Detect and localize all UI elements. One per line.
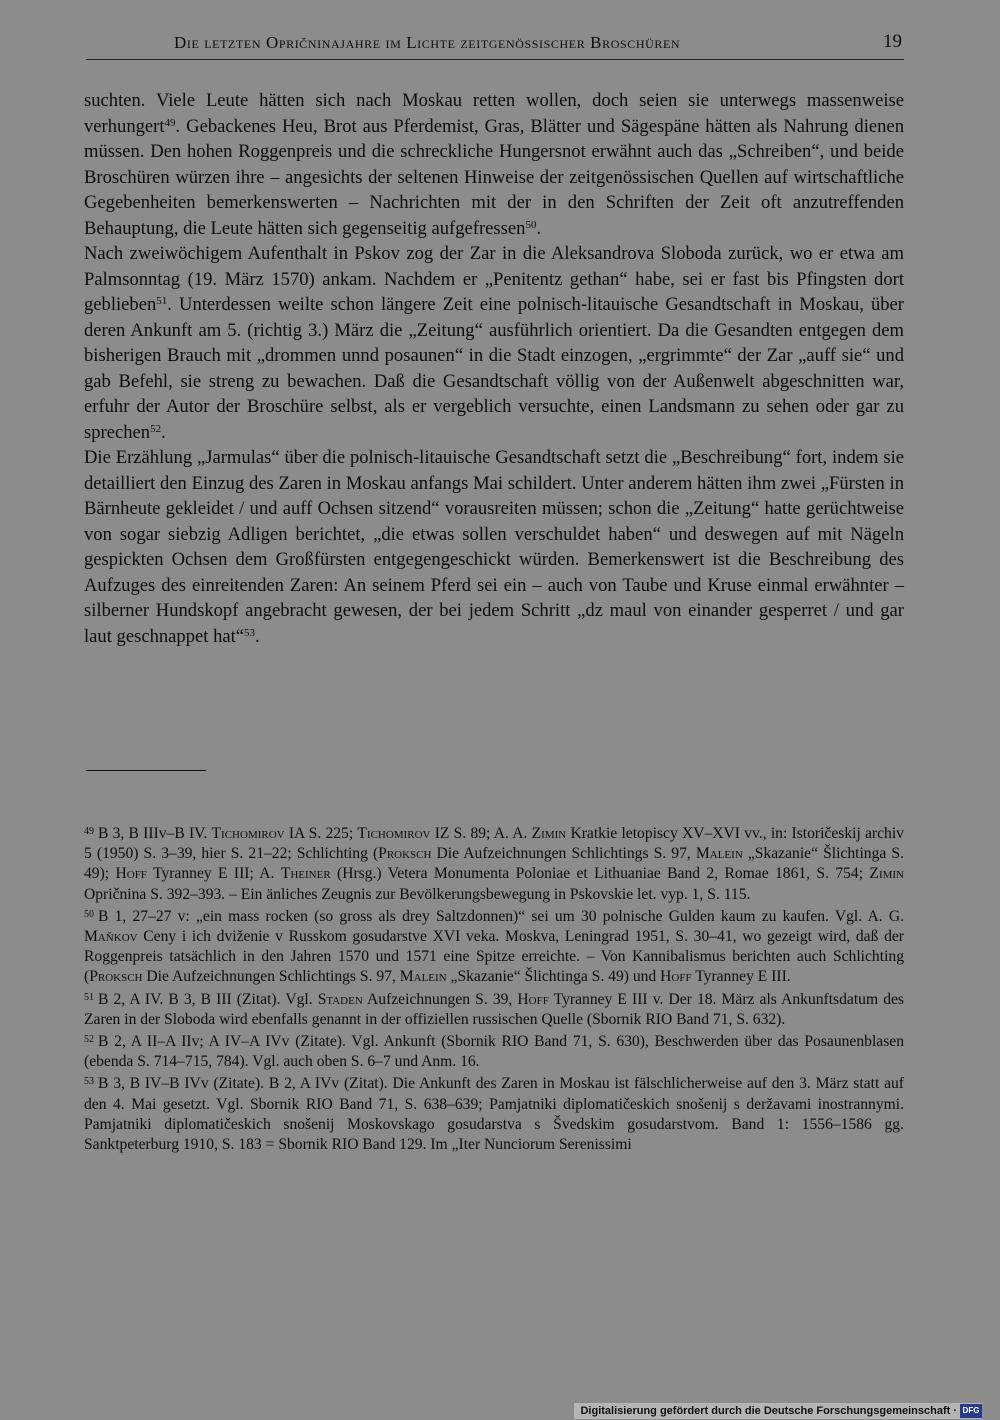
running-title: Die letzten Opričninajahre im Lichte zeitgenössischer Broschüren	[174, 33, 681, 52]
text-run: B 3, B IIIv–B IV.	[98, 825, 212, 842]
text-run: Aufzeichnungen S. 39,	[362, 990, 518, 1008]
text-run: Die Erzählung „Jarmulas“ über die polnisch-litauische Gesandtschaft setzt die „Beschreibung“ fort, indem sie detailliert den Einzug des Zaren in Moskau anfangs Mai schildert. Unter anderem hätten ihm zwei „Fürsten in Bärnheute gekleidet / und auff Ochsen sitzend“ vorausreiten müssen; schon die „Zeitung“ hatte gerüchtweise von sogar siebzig Adligen berichtet, „die etwas sollen verschuldet haben“ und deswegen auf mit Nägeln gespickten Ochsen dem Großfürsten entgegengeschickt würden. Bemerkenswert ist die Beschreibung des Aufzuges des einreitenden Zaren: An seinem Pferd sei ein – auch von Taube und Kruse einmal erwähnter – silberner Hundskopf angebracht gewesen, der bei jedem Schritt „dz maul von einander gesperret / und gar laut geschnappet hat“	[84, 447, 904, 647]
author-name: Malein	[399, 968, 447, 986]
text-run: Die Aufzeichnungen Schlichtings S. 97,	[142, 968, 400, 986]
page-header	[86, 33, 904, 60]
paragraph-1	[84, 88, 904, 241]
footnote-50	[84, 905, 904, 988]
text-run: Tyranney E III; A.	[146, 865, 281, 883]
author-name: Maňkov	[84, 928, 138, 946]
author-name: Zimin	[531, 825, 567, 842]
text-run: Ceny i ich dviženie v Russkom gosudarstve XVI veka. Moskva, Leningrad 1951, S. 30–41, wo gezeigt wird, daß der Roggenpreis tatsächlich in den Jahren 1570 und 1571 eine Spitze erreichte. – Von Kannibalismus berichten auch Schlichting (	[84, 928, 904, 986]
text-run: B 2, A II–A IIv; A IV–A IVv (Zitate). Vgl. Ankunft (Sbornik RIO Band 71, S. 630), Beschwerden über das Posaunenblasen (ebenda S. 714–715, 784). Vgl. auch oben S. 6–7 und Anm. 16.	[84, 1033, 904, 1071]
text-run: . Unterdessen weilte schon längere Zeit eine polnisch-litauische Gesandtschaft in Moskau, über deren Ankunft am 5. (richtig 3.) März die „Zeitung“ ausführlich orientiert. Da die Gesandten entgegen dem bisherigen Brauch mit „drommen unnd posaunen“ in die Stadt einzogen, „ergrimmte“ der Zar „auff sie“ und gab Befehl, sie streng zu bewachen. Daß die Gesandtschaft völlig von der Außenwelt abgeschnitten war, erfuhr der Autor der Broschüre selbst, als er vergeblich versuchte, einen Landsmann zu sehen oder gar zu sprechen	[84, 294, 904, 443]
footnote-ref: 50	[525, 218, 537, 231]
footnote-53	[84, 1072, 904, 1155]
text-run: . Gebackenes Heu, Brot aus Pferdemist, Gras, Blätter und Sägespäne hätten als Nahrung dienen müssen. Den hohen Roggenpreis und die schreckliche Hungersnot erwähnt auch das „Schreiben“, und beide Broschüren würzen ihre – angesichts der seltenen Hinweise der zeitgenössischen Quellen auf wirtschaftliche Gegebenheiten bemerkenswerten – Nachrichten mit der in den Schriften der Zeit oft anzutreffenden Behauptung, die Leute hätten sich gegenseitig aufgefressen	[84, 115, 904, 239]
author-name: Malein	[695, 845, 743, 863]
footnote-ref: 53	[244, 626, 256, 639]
footnote-number: 49	[84, 826, 94, 837]
footnote-ref: 51	[156, 295, 168, 307]
page-number: 19	[883, 31, 902, 52]
text-run: B 3, B IV–B IVv (Zitate). B 2, A IVv (Zitat). Die Ankunft des Zaren in Moskau ist fälschlicherweise auf den 3. März statt auf den 4. Mai gesetzt. Vgl. Sbornik RIO Band 71, S. 638–639; Pamjatniki diplomatičeskich snošenij s deržavami inostrannymi. Pamjatniki diplomatičeskich snošenij Moskovskago gosudarstva s Švedskim gosudarstvom. Band 1: 1556–1586 gg. Sanktpeterburg 1910, S. 183 = Sbornik RIO Band 129. Im „Iter Nunciorum Serenissimi	[84, 1075, 904, 1154]
text-run: suchten. Viele Leute hätten sich nach Moskau retten wollen, doch seien sie unterwegs massenweise verhungert	[84, 90, 904, 137]
footnote-number: 52	[84, 1034, 94, 1046]
footnote-number: 51	[84, 991, 94, 1003]
text-run: .	[536, 217, 542, 239]
text-run: (Hrsg.) Vetera Monumenta Poloniae et Lithuaniae Band 2, Romae 1861, S. 754;	[330, 865, 870, 883]
main-text	[84, 88, 904, 649]
paragraph-3	[84, 445, 904, 649]
text-run: B 2, A IV. B 3, B III (Zitat). Vgl.	[98, 990, 318, 1008]
footnote-number: 50	[84, 908, 94, 920]
author-name: Tichomirov	[211, 825, 285, 842]
author-name: Theiner	[280, 865, 331, 883]
text-run: Tyranney E III v. Der 18. März als Ankunftsdatum des Zaren in der Sloboda wird ebenfalls genannt in der offiziellen russischen Quelle (Sbornik RIO Band 71, S. 632).	[84, 990, 904, 1028]
author-name: Proksch	[89, 968, 143, 986]
footnote-49	[84, 822, 904, 905]
footnote-ref: 49	[164, 116, 176, 129]
text-run: „Skazanie“ Šlichtinga S. 49) und	[446, 968, 661, 986]
text-run: Nach zweiwöchigem Aufenthalt in Pskov zog der Zar in die Aleksandrova Sloboda zurück, wo er etwa am Palmsonntag (19. März 1570) ankam. Nachdem er „Penitentz gethan“ habe, sei er fast bis Pfingsten dort geblieben	[84, 243, 904, 315]
footnote-52	[84, 1030, 904, 1072]
author-name: Zimin	[869, 865, 904, 883]
text-run: Kratkie letopiscy XV–XVI vv., in: Istoričeskij archiv 5 (1950) S. 3–39, hier S. 21–22; Schlichting (	[84, 825, 904, 863]
text-run: Tyranney E III.	[691, 968, 791, 986]
text-run: .	[161, 421, 166, 443]
text-run: B 1, 27–27 v: „ein mass rocken (so gross als drey Saltzdonnen)“ sei um 30 polnische Gulden kaum zu kaufen. Vgl. A. G.	[98, 907, 904, 925]
footnote-number: 53	[84, 1076, 94, 1088]
author-name: Hoff	[115, 865, 147, 883]
text-run: „Skazanie“ Šlichtinga S. 49);	[84, 845, 904, 883]
footnotes	[84, 822, 904, 1155]
paragraph-2	[84, 241, 904, 445]
credit-text: Digitalisierung gefördert durch die Deutsche Forschungsgemeinschaft ·	[580, 1405, 957, 1417]
text-run: Opričnina S. 392–393. – Ein änliches Zeugnis zur Bevölkerungsbewegung in Pskovskie let. vyp. 1, S. 115.	[84, 885, 751, 903]
footnote-separator	[86, 770, 206, 771]
digitization-credit	[574, 1403, 982, 1419]
author-name: Hoff	[517, 990, 549, 1008]
author-name: Tichomirov	[357, 825, 431, 842]
footnote-51	[84, 988, 904, 1030]
author-name: Staden	[317, 990, 363, 1008]
dfg-logo-icon: DFG	[960, 1404, 982, 1418]
author-name: Hoff	[660, 968, 692, 986]
text-run: IA S. 225;	[284, 825, 358, 842]
author-name: Proksch	[378, 845, 432, 863]
text-run: Die Aufzeichnungen Schlichtings S. 97,	[431, 845, 696, 863]
text-run: IZ S. 89; A. A.	[430, 825, 532, 842]
footnote-ref: 52	[150, 422, 162, 435]
text-run: .	[255, 625, 260, 647]
